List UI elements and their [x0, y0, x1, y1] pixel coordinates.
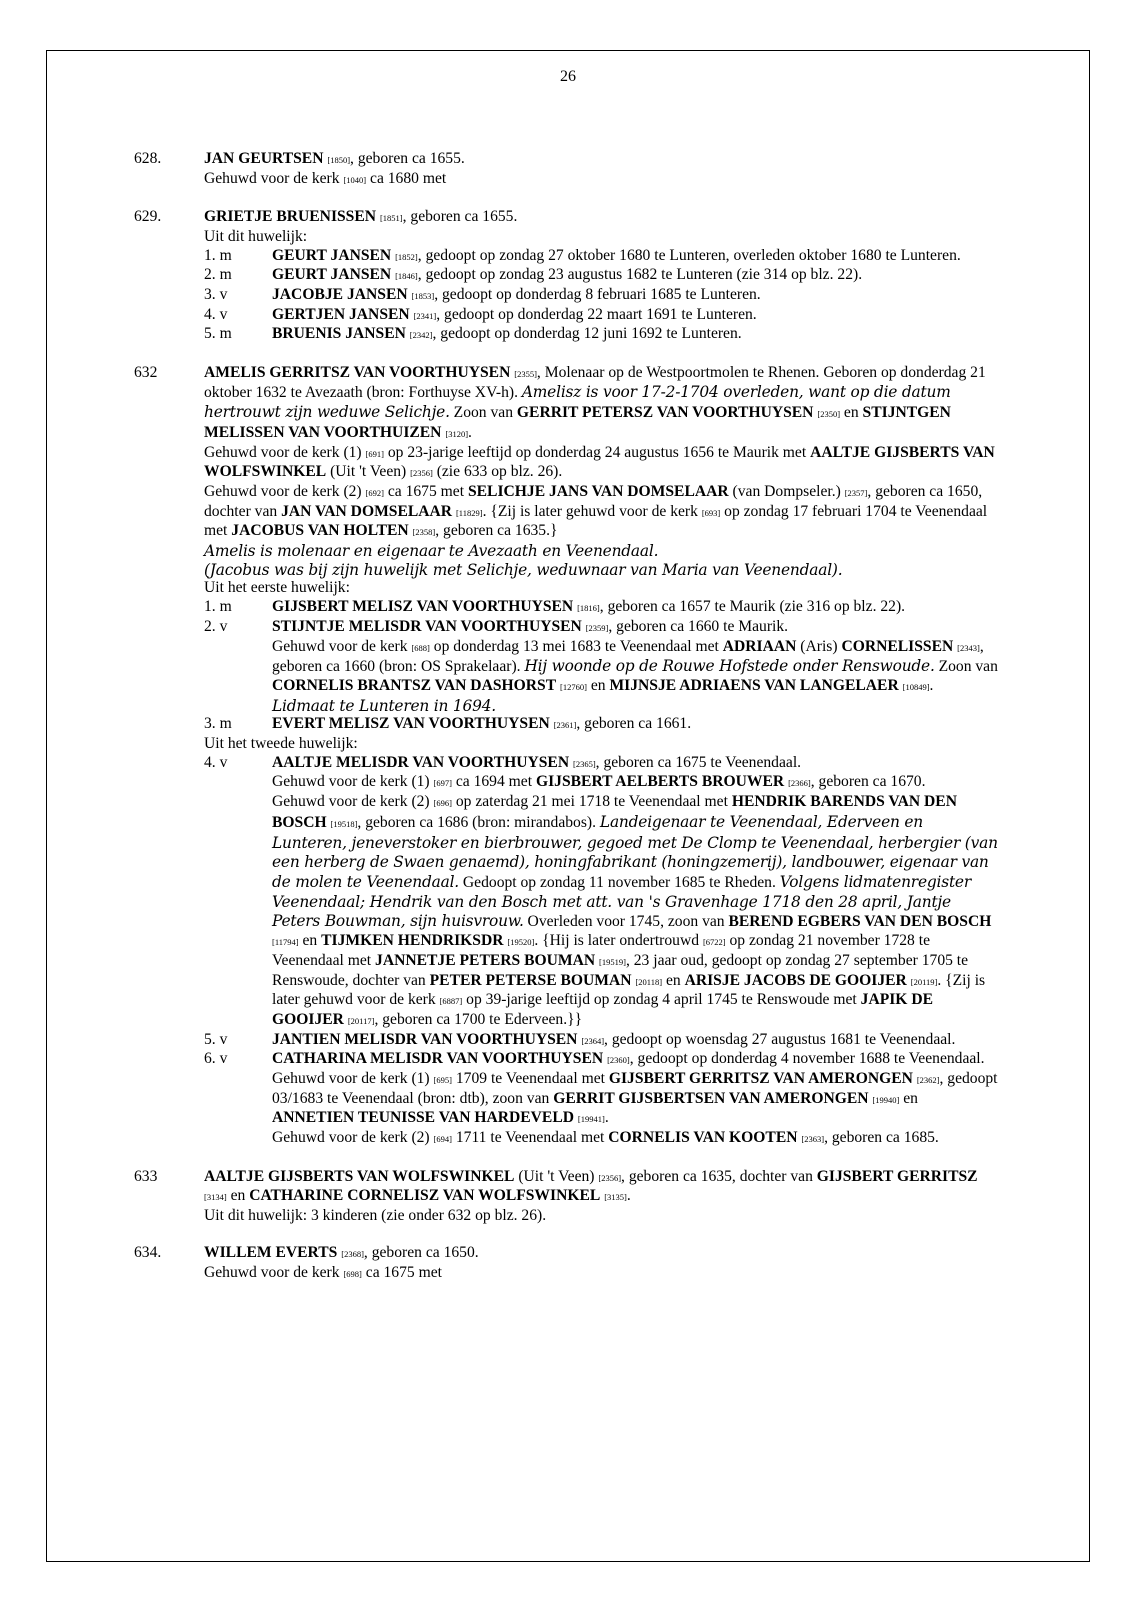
entry-paragraph: AMELIS GERRITSZ VAN VOORTHUYSEN [2355], Molenaar op de Westpoortmolen te Rhenen. Geboren op donderdag 21 oktober 1632 te Avezaath (bron: Forthuyse XV-h). Amelisz is voor 17-2-1704 overleden, want op die datum hertrouwt zijn weduwe Selichje. Zoon van GERRIT PETERSZ VAN VOORTHUYSEN [2350] en STIJNTGEN MELISSEN VAN VOORTHUIZEN [3120].: [204, 363, 986, 441]
entry-628: [0, 150, 1136, 189]
page-content: [0, 150, 1136, 1302]
child-row: [0, 266, 1136, 286]
child-detail: Gehuwd voor de kerk (2) [696] op zaterdag 21 mei 1718 te Veenendaal met HENDRIK BARENDS VAN DEN BOSCH [19518], geboren ca 1686 (bron: mirandabos). Landeigenaar te Veenendaal, Ederveen en Lunteren, jeneverstoker en bierbrouwer, gegoed met De Clomp te Veenendaal, herbergier (van een herberg de Swaen genaemd), honingfabrikant (honingzemerij), landbouwer, eigenaar van de molen te Veenendaal. Gedoopt op zondag 11 november 1685 te Rheden. Volgens lidmatenregister Veenendaal; Hendrik van den Bosch met att. van 's Gravenhage 1718 den 28 april, Jantje Peters Bouwman, sijn huisvrouw. Overleden voor 1745, zoon van BEREND EGBERS VAN DEN BOSCH [11794] en TIJMKEN HENDRIKSDR [19520]. {Hij is later ondertrouwd [6722] op zondag 21 november 1728 te Veenendaal met JANNETJE PETERS BOUMAN [19519], 23 jaar oud, gedoopt op zondag 27 september 1705 te Renswoude, dochter van PETER PETERSE BOUMAN [20118] en ARISJE JACOBS DE GOOIJER [20119]. {Zij is later gehuwd voor de kerk [6887] op 39-jarige leeftijd op zondag 4 april 1745 te Renswoude met JAPIK DE GOOIJER [20117], geboren ca 1700 te Ederveen.}}: [272, 793, 998, 1028]
entry-line: Gehuwd voor de kerk [698] ca 1675 met: [204, 1264, 442, 1282]
child-label: 1. m: [204, 598, 232, 616]
marriage-heading: Uit het tweede huwelijk:: [204, 735, 358, 753]
child-text: CATHARINA MELISDR VAN VOORTHUYSEN [2360], gedoopt op donderdag 4 november 1688 te Veenendaal.: [272, 1050, 985, 1068]
child-detail: Gehuwd voor de kerk (2) [694] 1711 te Veenendaal met CORNELIS VAN KOOTEN [2363], geboren ca 1685.: [272, 1129, 939, 1147]
child-text: JANTIEN MELISDR VAN VOORTHUYSEN [2364], gedoopt op woensdag 27 augustus 1681 te Veenendaal.: [272, 1030, 956, 1048]
child-label: 4. v: [204, 753, 228, 771]
entry-634: [0, 1244, 1136, 1283]
entry-line: GRIETJE BRUENISSEN [1851], geboren ca 1655.: [204, 208, 518, 226]
child-label: 6. v: [204, 1050, 228, 1068]
entry-line: WILLEM EVERTS [2368], geboren ca 1650.: [204, 1244, 479, 1262]
child-row: [0, 286, 1136, 306]
child-text: GERTJEN JANSEN [2341], gedoopt op donderdag 22 maart 1691 te Lunteren.: [272, 305, 757, 323]
child-text: GEURT JANSEN [1852], gedoopt op zondag 27 oktober 1680 te Lunteren, overleden oktober 1680 te Lunteren.: [272, 246, 961, 264]
child-row: [0, 618, 1136, 638]
marriage-heading: Uit het eerste huwelijk:: [204, 579, 350, 597]
entry-paragraph: AALTJE GIJSBERTS VAN WOLFSWINKEL (Uit 't Veen) [2356], geboren ca 1635, dochter van GIJSBERT GERRITSZ [3134] en CATHARINE CORNELISZ VAN WOLFSWINKEL [3135].: [204, 1167, 978, 1205]
child-text: GEURT JANSEN [1846], gedoopt op zondag 23 augustus 1682 te Lunteren (zie 314 op blz. 22).: [272, 266, 863, 284]
child-detail: Gehuwd voor de kerk [688] op donderdag 13 mei 1683 te Veenendaal met ADRIAAN (Aris) CORNELISSEN [2343], geboren ca 1660 (bron: OS Sprakelaar). Hij woonde op de Rouwe Hofstede onder Renswoude. Zoon van CORNELIS BRANTSZ VAN DASHORST [12760] en MIJNSJE ADRIAENS VAN LANGELAER [10849].: [272, 637, 998, 694]
child-text: AALTJE MELISDR VAN VOORTHUYSEN [2365], geboren ca 1675 te Veenendaal.: [272, 753, 802, 771]
child-label: 3. v: [204, 285, 228, 303]
entry-note: Amelis is molenaar en eigenaar te Avezaath en Veenendaal.: [204, 542, 659, 561]
child-label: 3. m: [204, 715, 232, 733]
child-note: Lidmaat te Lunteren in 1694.: [272, 696, 496, 715]
entry-629: [0, 208, 1136, 345]
child-label: 4. v: [204, 305, 228, 323]
child-label: 5. v: [204, 1030, 228, 1048]
entry-633: [0, 1168, 1136, 1226]
entry-number: 628.: [134, 150, 162, 167]
child-row: [0, 715, 1136, 735]
entry-note: (Jacobus was bij zijn huwelijk met Selichje, weduwnaar van Maria van Veenendaal).: [204, 560, 843, 579]
entry-number: 629.: [134, 208, 162, 226]
child-row: [0, 325, 1136, 345]
child-text: JACOBJE JANSEN [1853], gedoopt op donderdag 8 februari 1685 te Lunteren.: [272, 285, 761, 303]
entry-line: JAN GEURTSEN [1850], geboren ca 1655.: [204, 150, 465, 167]
child-row: [0, 1031, 1136, 1051]
child-text: EVERT MELISZ VAN VOORTHUYSEN [2361], geboren ca 1661.: [272, 715, 692, 733]
entry-number: 634.: [134, 1244, 162, 1262]
child-detail: Gehuwd voor de kerk (1) [695] 1709 te Veenendaal met GIJSBERT GERRITSZ VAN AMERONGEN [2362], gedoopt 03/1683 te Veenendaal (bron: dtb), zoon van GERRIT GIJSBERTSEN VAN AMERONGEN [19940] en ANNETIEN TEUNISSE VAN HARDEVELD [19941].: [272, 1070, 998, 1127]
entry-number: 632: [134, 363, 158, 381]
entry-632: [0, 364, 1136, 1149]
child-row: [0, 598, 1136, 618]
child-row: [0, 1050, 1136, 1070]
child-text: BRUENIS JANSEN [2342], gedoopt op donderdag 12 juni 1692 te Lunteren.: [272, 325, 742, 343]
child-row: [0, 247, 1136, 267]
child-label: 1. m: [204, 246, 232, 264]
child-detail: Gehuwd voor de kerk (1) [697] ca 1694 met GIJSBERT AELBERTS BROUWER [2366], geboren ca 1670.: [272, 773, 926, 791]
child-label: 2. v: [204, 617, 228, 635]
entry-line: Gehuwd voor de kerk [1040] ca 1680 met: [204, 169, 447, 187]
entry-paragraph: Gehuwd voor de kerk (1) [691] op 23-jarige leeftijd op donderdag 24 augustus 1656 te Maurik met AALTJE GIJSBERTS VAN WOLFSWINKEL (Uit 't Veen) [2356] (zie 633 op blz. 26).: [204, 443, 995, 481]
entry-paragraph: Uit dit huwelijk: 3 kinderen (zie onder 632 op blz. 26).: [204, 1206, 547, 1224]
child-text: GIJSBERT MELISZ VAN VOORTHUYSEN [1816], geboren ca 1657 te Maurik (zie 316 op blz. 22).: [272, 598, 906, 616]
child-text: STIJNTJE MELISDR VAN VOORTHUYSEN [2359], geboren ca 1660 te Maurik.: [272, 617, 789, 635]
page-number: 26: [560, 68, 576, 85]
child-row: [0, 754, 1136, 774]
entry-paragraph: Gehuwd voor de kerk (2) [692] ca 1675 met SELICHJE JANS VAN DOMSELAAR (van Dompseler.) [2357], geboren ca 1650, dochter van JAN VAN DOMSELAAR [11829]. {Zij is later gehuwd voor de kerk [693] op zondag 17 februari 1704 te Veenendaal met JACOBUS VAN HOLTEN [2358], geboren ca 1635.}: [204, 482, 988, 540]
entry-number: 633: [134, 1167, 158, 1185]
entry-line: Uit dit huwelijk:: [204, 227, 308, 245]
child-row: [0, 306, 1136, 326]
child-label: 2. m: [204, 266, 232, 284]
child-label: 5. m: [204, 325, 232, 343]
